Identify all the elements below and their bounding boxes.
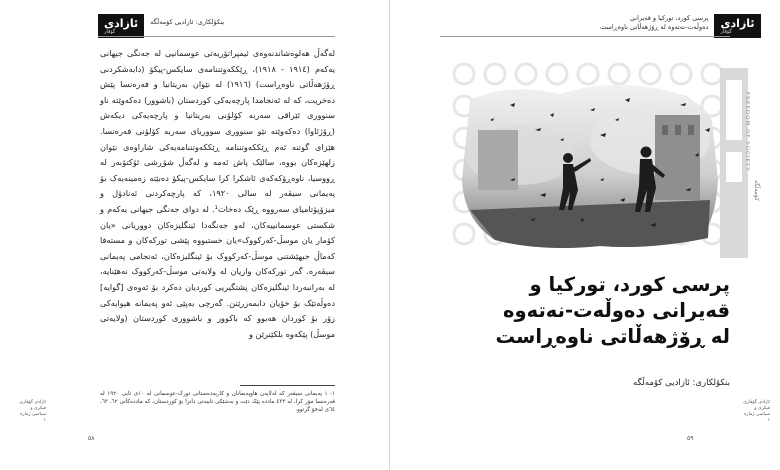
logo-subtext: گۆڤار — [104, 29, 116, 35]
header-text-block — [600, 14, 708, 32]
protest-photo-illustration — [450, 60, 725, 265]
footnote-divider — [240, 385, 335, 386]
left-running-header — [98, 14, 224, 38]
right-page — [390, 0, 780, 470]
side-meta: ئازادی گۆڤاری فیکری و سیاسی ژمارە ١ — [743, 400, 770, 423]
page-number: ٥٩ — [687, 435, 694, 442]
magazine-logo — [98, 14, 144, 38]
logo-subtext: گۆڤار — [720, 29, 732, 35]
byline: بنکۆلکاری: ئازادیی کۆمەڵگە — [633, 378, 730, 388]
title-line: لە ڕۆژهەڵاتی ناوەڕاست — [495, 325, 730, 348]
magazine-logo — [714, 14, 760, 38]
logo-text: ئازادی — [720, 17, 755, 30]
vertical-title: FREEDOM OF SOCIETY — [744, 92, 750, 172]
logo-text: ئازادی — [104, 17, 139, 30]
header-rule — [440, 36, 730, 37]
page-number: ٥٨ — [88, 435, 95, 442]
article-photo — [450, 60, 725, 265]
footnote: ١- ١ پەیمانی سیڤەر کە لەلایەن هاوپەیمانان و کاربەدەستانی تورک-عوسمانی لە ١٠ی ئابی ١٩٢٠ لە فەرەنسا مۆر کرا، لە ٤٣٣ ماددە پێک دێت و بەشێکی تایبەتی دانرا بۆ کوردستان، کە ماددەکانی ٦٢، ٦٣، ٦٤ی لەخۆ گرتوو. — [100, 391, 336, 414]
article-body: لەگەڵ هەلوەشاندنەوەی ئیمپراتۆریەتی عوسمانیی لە جەنگی جیهانی یەکەم (١٩١٤ - ١٩١٨)، ڕێککەوتننامەی سایکس-پیکۆ (دابەشکردنی ڕۆژهەڵاتی ناوەڕاست) (١٩١٦) لە نێوان بەریتانیا و فەرەنسا پێش دەخریت، کە لە ئەنجامدا پارچەیەکی کوردستان (باشوور) دەکەوێتە ناو سنووری ئێراقی سەربە کۆلۆنی بەریتانیا و پارچەیەکی دیکەش (ڕۆژئاوا) دەکەوێتە نێو سنووری سووریای سەربە کۆلۆنی فەرەنسا. هێزای گوتنە ئەم ڕێککەوتننامە ڕێککەوتننامەیەکی شاراوەی نێوان زلهێزەکان بووە، سالێک پاش ئەمە و لەگەڵ شۆڕشی ئۆکتۆبەر لە ڕووسیا، ناوەڕۆکەکەی ئاشکرا کرا سایکس-پیکۆ دەبێتە زەمینەیەک بۆ پەیمانی سیڤەر لە سالی ١٩٢٠، کە پارچەکردنی ئەنادۆل و میزۆپۆتامیای سەرووە ڕێک دەخات¹. لە دوای جەنگی جیهانی یەکەم و شکستی عوسمانییەکان، لەو جەنگەدا ئینگلیزەکان دووریانی «یان کۆمار یان موسڵ-کەرکووک»یان خستبووە پێشی تورکەکان و مستەفا کەماڵ جیهێشتنی موسڵ-کەرکووک بۆ ئینگلیزەکان، ئەنجامی پەیمانی سیڤەرە. گەر تورکەکان وازیان لە ولایەتی موسڵ-کەرکووک نەهێنایە، لە بەرانبەردا ئینگلیزەکان پشتگیریی کوردیان دەکرد بۆ ئەوەی [گوایە] دەوڵەتێک بۆ خۆیان دابمەزرێنن. گەرچی بەپێی ئەو پەیمانە هیوایەکی زۆر بۆ کوردان هەبوو کە باکوور و باشووری کوردستان (ولایەتی موسڵ) پێکەوە بلکێنرێن و — [100, 48, 335, 339]
header-line-1: پرسی کورد، تورکیا و قەیرانی — [629, 14, 709, 22]
right-running-header — [600, 14, 761, 38]
header-line-2: دەوڵەت-نەتەوە لە ڕۆژهەڵاتی ناوەڕاست — [600, 23, 709, 31]
header-rule — [98, 36, 335, 37]
title-line: قەیرانی دەوڵەت-نەتەوە — [503, 299, 730, 322]
vertical-subtitle: کۆمەڵگە — [753, 180, 760, 201]
header-text: بنکۆلکاری: ئازادیی کۆمەڵگە — [150, 18, 225, 26]
side-meta: ئازادی گۆڤاری فیکری و سیاسی ژمارە ١ — [19, 400, 46, 423]
title-line: پرسی کورد، تورکیا و — [529, 273, 730, 296]
decorative-side-band — [720, 60, 765, 265]
article-title — [440, 272, 730, 350]
